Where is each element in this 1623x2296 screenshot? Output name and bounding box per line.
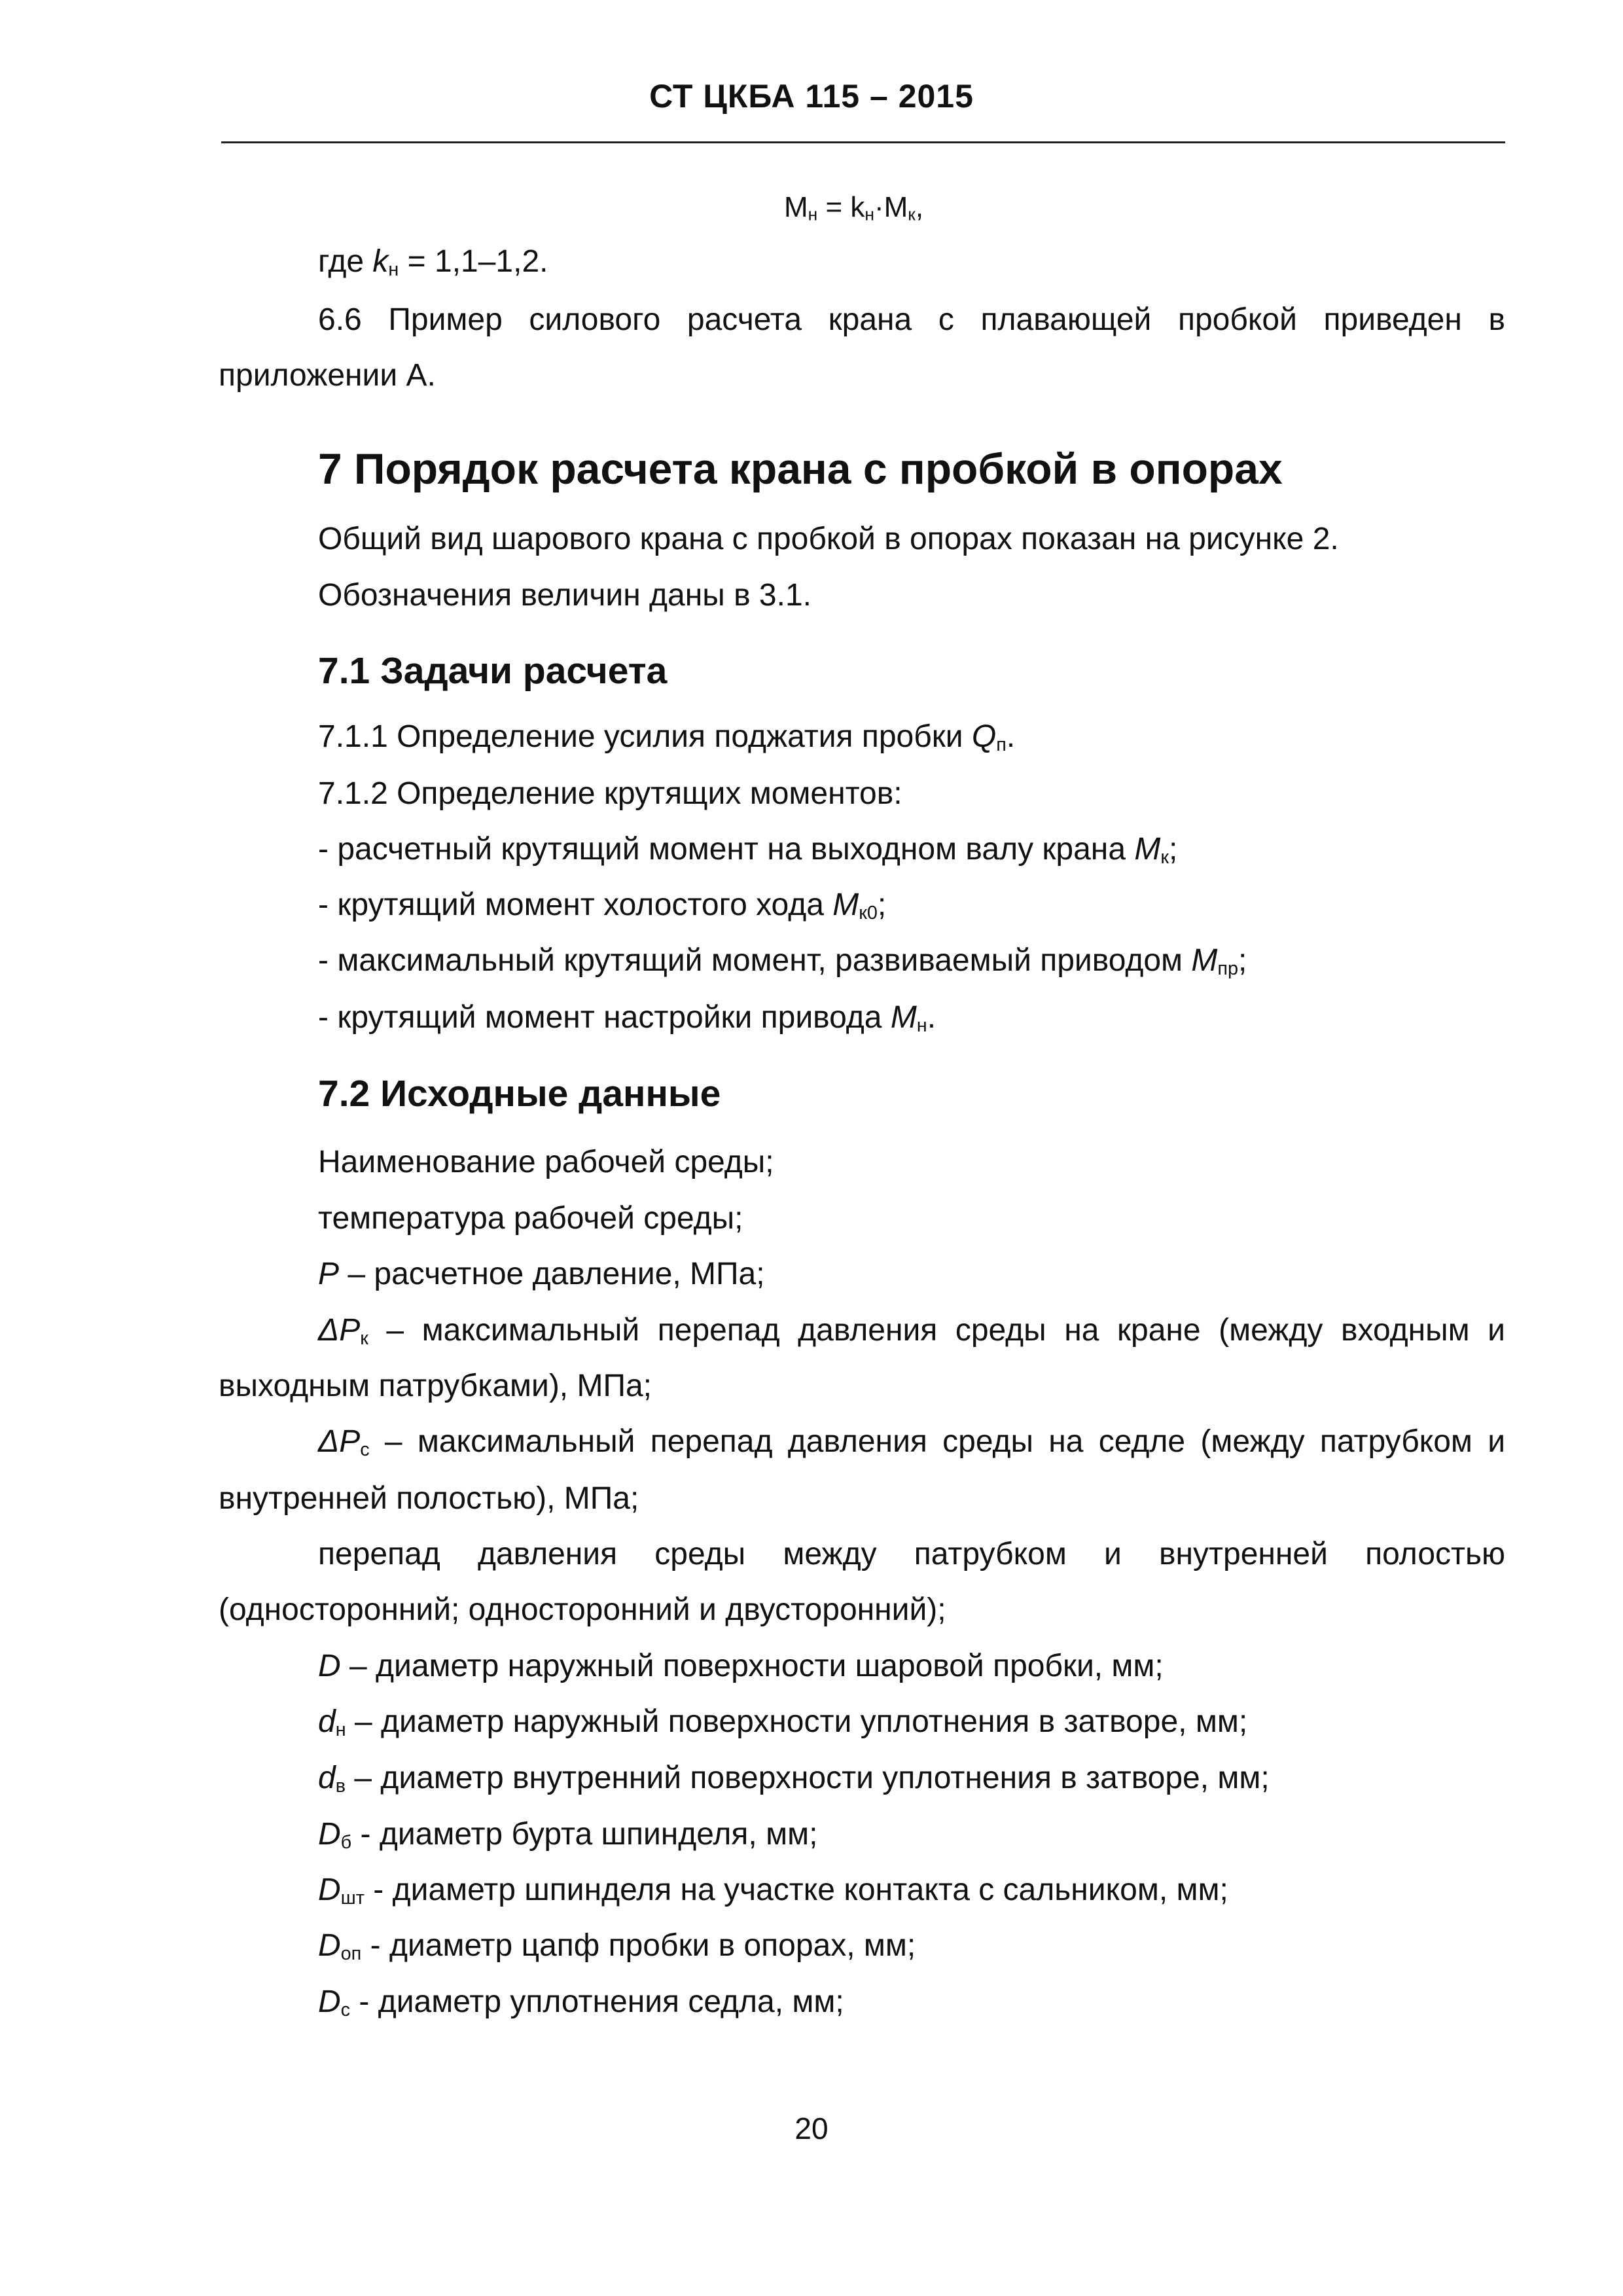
l12-text: - диаметр цапф пробки в опорах, мм;	[361, 1928, 916, 1963]
l13-var: D	[318, 1984, 341, 2019]
m4-sub: н	[916, 1014, 927, 1036]
l5-sub: с	[360, 1439, 370, 1460]
input-line-13	[318, 1984, 844, 2021]
section71-item1	[318, 719, 1015, 756]
input-line-8	[318, 1704, 1247, 1741]
moment-item-3	[318, 942, 1247, 980]
section71-heading: 7.1 Задачи расчета	[318, 650, 668, 692]
where-k-sub: н	[388, 259, 399, 280]
input-line-5	[318, 1424, 1505, 1461]
m3-text: - максимальный крутящий момент, развиваемый приводом	[318, 943, 1192, 978]
section71-item2: 7.1.2 Определение крутящих моментов:	[318, 776, 902, 811]
section7-intro2: Обозначения величин даны в 3.1.	[318, 578, 812, 613]
l9-sub: в	[335, 1775, 346, 1797]
l5-var: ΔР	[318, 1424, 361, 1459]
l11-var: D	[318, 1873, 341, 1907]
formula-lhs-sub: н	[808, 204, 818, 224]
header-rule	[221, 141, 1505, 143]
m2-sub: к0	[859, 902, 878, 924]
m1-sub: к	[1160, 846, 1169, 868]
l13-text: - диаметр уплотнения седла, мм;	[350, 1984, 844, 2019]
p66-line2: приложении А.	[219, 358, 436, 393]
l7-text: – диаметр наружный поверхности шаровой пробки, мм;	[340, 1649, 1164, 1683]
input-line-9	[318, 1760, 1270, 1797]
l5-text: – максимальный перепад давления среды на седле (между патрубком и	[369, 1424, 1505, 1459]
l12-var: D	[318, 1928, 341, 1963]
document-header: СТ ЦКБА 115 – 2015	[649, 78, 974, 115]
m3-end: ;	[1238, 943, 1247, 978]
input-line-12	[318, 1928, 916, 1965]
m1-var: М	[1134, 832, 1161, 867]
input-line-7	[318, 1648, 1164, 1684]
l11-text: - диаметр шпинделя на участке контакта с сальником, мм;	[364, 1873, 1228, 1907]
m4-end: .	[927, 1000, 936, 1035]
where-line	[318, 243, 548, 281]
where-prefix: где	[318, 244, 373, 279]
l12-sub: оп	[340, 1943, 362, 1964]
formula-rhs-sub: к	[908, 204, 916, 224]
l9-var: d	[318, 1761, 336, 1795]
formula-lhs: М	[784, 191, 808, 223]
moment-item-4	[318, 999, 936, 1037]
m1-text: - расчетный крутящий момент на выходном валу крана	[318, 832, 1135, 867]
input-line-1: Наименование рабочей среды;	[318, 1145, 774, 1179]
l13-sub: с	[340, 1999, 351, 2020]
l8-var: d	[318, 1704, 336, 1739]
item1-end: .	[1006, 719, 1016, 754]
m2-text: - крутящий момент холостого хода	[318, 888, 833, 922]
section7-heading: 7 Порядок расчета крана с пробкой в опорах	[318, 444, 1283, 493]
l4-sub: к	[360, 1327, 368, 1349]
l3-text: – расчетное давление, МПа;	[339, 1257, 765, 1291]
section72-heading: 7.2 Исходные данные	[318, 1073, 721, 1115]
input-line-3	[318, 1256, 765, 1292]
input-line-4b: выходным патрубками), МПа;	[219, 1369, 652, 1403]
l10-var: D	[318, 1817, 341, 1852]
item1-var: Q	[971, 719, 997, 754]
input-line-2: температура рабочей среды;	[318, 1201, 743, 1236]
page-number: 20	[794, 2111, 829, 2145]
input-line-11	[318, 1872, 1228, 1909]
l7-var: D	[318, 1649, 341, 1683]
l8-sub: н	[335, 1719, 346, 1740]
l9-text: – диаметр внутренний поверхности уплотнения в затворе, мм;	[346, 1761, 1270, 1795]
formula-mn	[784, 191, 923, 224]
where-value: = 1,1–1,2.	[399, 244, 548, 279]
item1-sub: п	[996, 734, 1007, 755]
l10-sub: б	[340, 1831, 352, 1853]
where-k: k	[372, 244, 389, 279]
input-line-6: перепад давления среды между патрубком и внутренней полостью	[318, 1537, 1505, 1571]
m2-var: М	[832, 888, 859, 922]
moment-item-1	[318, 831, 1177, 869]
l4-text: – максимальный перепад давления среды на кране (между входным и	[368, 1313, 1505, 1348]
formula-tail: ,	[915, 191, 924, 223]
section7-intro1: Общий вид шарового крана с пробкой в опорах показан на рисунке 2.	[318, 522, 1339, 556]
l11-sub: шт	[340, 1887, 365, 1909]
m4-text: - крутящий момент настройки привода	[318, 1000, 891, 1035]
input-line-6b: (односторонний; односторонний и двусторонний);	[219, 1592, 946, 1627]
l8-text: – диаметр наружный поверхности уплотнения в затворе, мм;	[346, 1704, 1248, 1739]
l3-var: Р	[318, 1257, 340, 1291]
input-line-4	[318, 1312, 1505, 1350]
m4-var: М	[890, 1000, 917, 1035]
m1-end: ;	[1168, 832, 1178, 867]
input-line-5b: внутренней полостью), МПа;	[219, 1481, 639, 1516]
formula-k-sub: н	[865, 204, 874, 224]
l4-var: ΔР	[318, 1313, 361, 1348]
input-line-10	[318, 1816, 817, 1854]
l10-text: - диаметр бурта шпинделя, мм;	[351, 1817, 818, 1852]
m3-var: М	[1191, 943, 1218, 978]
m3-sub: пр	[1217, 958, 1238, 979]
m2-end: ;	[877, 888, 887, 922]
formula-dot: ·М	[874, 191, 908, 223]
formula-eq: = k	[817, 191, 865, 223]
item1-text: 7.1.1 Определение усилия поджатия пробки	[318, 719, 972, 754]
moment-item-2	[318, 887, 886, 924]
p66-line1: 6.6 Пример силового расчета крана с плавающей пробкой приведен в	[318, 302, 1505, 337]
